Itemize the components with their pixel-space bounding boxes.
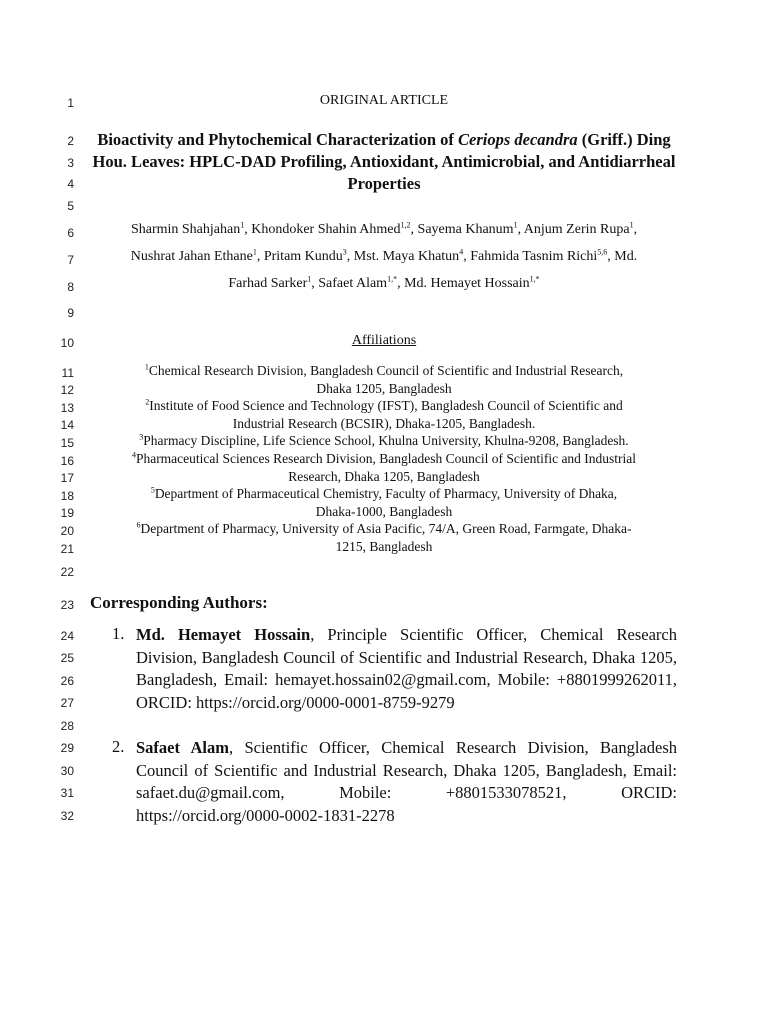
line-number: 19 bbox=[60, 506, 74, 520]
title-species: Ceriops decandra bbox=[458, 130, 578, 149]
line-number: 22 bbox=[60, 565, 74, 579]
authors-line-3: Farhad Sarker$^1$, Safaet Alam$^{1,*}$, Md. Hemayet Hossain$^{1,*}$ bbox=[228, 274, 540, 291]
corresponding-name: Md. Hemayet Hossain bbox=[136, 625, 311, 644]
line-number: 25 bbox=[60, 651, 74, 665]
line-number: 13 bbox=[60, 401, 74, 415]
line-number: 20 bbox=[60, 524, 74, 538]
line-number: 1 bbox=[67, 96, 74, 110]
affiliation-text: Institute of Food Science and Technology (IFST), Bangladesh Council of Scientific and bbox=[149, 398, 623, 413]
author-name: Fahmida Tasnim Richi bbox=[470, 249, 598, 264]
affiliation-text: Industrial Research (BCSIR), Dhaka-1205, Bangladesh. bbox=[232, 415, 536, 431]
author-affil: 1 bbox=[513, 220, 518, 230]
corresponding-author-1 bbox=[136, 624, 677, 714]
author-affil: 5,6 bbox=[597, 247, 608, 257]
line-number: 14 bbox=[60, 418, 74, 432]
author-affil: 4 bbox=[459, 247, 464, 257]
line-number: 18 bbox=[60, 489, 74, 503]
author-affil: 1 bbox=[240, 220, 245, 230]
author-name: Safaet Alam bbox=[318, 276, 388, 291]
affiliation-text: Research, Dhaka 1205, Bangladesh bbox=[288, 468, 480, 484]
line-number: 17 bbox=[60, 471, 74, 485]
author-name: Mst. Maya Khatun bbox=[353, 249, 460, 264]
affiliation-5 bbox=[90, 485, 678, 520]
affiliation-text: Department of Pharmacy, University of Asia Pacific, 74/A, Green Road, Farmgate, Dhaka- bbox=[140, 521, 632, 536]
affiliations-heading: Affiliations bbox=[351, 333, 417, 348]
title-part-1: Bioactivity and Phytochemical Characterization of bbox=[97, 130, 458, 149]
line-number: 5 bbox=[67, 199, 74, 213]
author-affil: 3 bbox=[342, 247, 347, 257]
affiliation-text: Chemical Research Division, Bangladesh Council of Scientific and Industrial Research, bbox=[148, 363, 624, 378]
line-number: 8 bbox=[67, 280, 74, 294]
affiliation-text: Pharmaceutical Sciences Research Division, Bangladesh Council of Scientific and Industrial bbox=[135, 451, 637, 466]
affiliation-text: Dhaka-1000, Bangladesh bbox=[315, 503, 453, 519]
line-number: 31 bbox=[60, 786, 74, 800]
author-affil: 1 bbox=[629, 220, 634, 230]
line-number: 16 bbox=[60, 454, 74, 468]
author-name: Pritam Kundu bbox=[263, 249, 343, 264]
list-number: 2. bbox=[112, 737, 125, 756]
authors-line-1: Sharmin Shahjahan$^1$, Khondoker Shahin Ahmed$^{1,2}$, Sayema Khanum$^1$, Anjum Zerin Rupa$^1$, bbox=[130, 220, 638, 237]
affiliation-2 bbox=[90, 397, 678, 432]
corresponding-name: Safaet Alam bbox=[136, 738, 229, 757]
corresponding-details: , Scientific Officer, Chemical Research Division, Bangladesh Council of Scientific and Industrial Research, Dhaka 1205, Bangladesh, Email: safaet.du@gmail.com, Mobile: +8801533078521, ORCID: https://orcid.org/0000-0002-1831-2278 bbox=[136, 738, 677, 825]
author-affil: 1,2 bbox=[400, 220, 411, 230]
line-number: 7 bbox=[67, 253, 74, 267]
corresponding-author-2 bbox=[136, 737, 677, 827]
corresponding-heading: Corresponding Authors: bbox=[90, 593, 268, 612]
line-number: 3 bbox=[67, 156, 74, 170]
affiliation-number: 2 bbox=[145, 397, 150, 407]
corresponding-details: , Principle Scientific Officer, Chemical Research Division, Bangladesh Council of Scientific and Industrial Research, Dhaka 1205, Bangladesh, Email: hemayet.hossain02@gmail.com, Mobile: +8801999262011, ORCID: https://orcid.org/0000-0001-8759-9279 bbox=[136, 625, 677, 712]
paper-title bbox=[90, 129, 678, 195]
affiliation-number: 1 bbox=[144, 362, 149, 372]
affiliation-text: Dhaka 1205, Bangladesh bbox=[316, 380, 452, 396]
affiliation-number: 4 bbox=[131, 450, 136, 460]
line-number: 11 bbox=[61, 366, 74, 380]
author-affil: 1,* bbox=[529, 274, 540, 284]
line-number: 29 bbox=[60, 741, 74, 755]
affiliation-1 bbox=[90, 362, 678, 397]
line-number: 24 bbox=[60, 629, 74, 643]
author-name: Khondoker Shahin Ahmed bbox=[251, 222, 401, 237]
line-number: 30 bbox=[60, 764, 74, 778]
authors-line-2: Nushrat Jahan Ethane$^1$, Pritam Kundu$^3$, Mst. Maya Khatun$^4$, Fahmida Tasnim Richi$^{5,6}$, Md. bbox=[130, 247, 638, 264]
affiliation-4 bbox=[90, 450, 678, 485]
author-name: Md. Hemayet Hossain bbox=[404, 276, 530, 291]
affiliation-number: 5 bbox=[150, 485, 155, 495]
list-number: 1. bbox=[112, 624, 125, 643]
line-number: 23 bbox=[60, 598, 74, 612]
line-number: 27 bbox=[60, 696, 74, 710]
affiliation-3 bbox=[90, 432, 678, 450]
author-name: Sayema Khanum bbox=[417, 222, 514, 237]
line-number: 26 bbox=[60, 674, 74, 688]
line-number: 21 bbox=[60, 542, 74, 556]
line-number: 28 bbox=[60, 719, 74, 733]
author-name: Nushrat Jahan Ethane bbox=[130, 249, 253, 264]
affiliation-number: 3 bbox=[139, 432, 144, 442]
line-number: 15 bbox=[60, 436, 74, 450]
author-name: Anjum Zerin Rupa bbox=[523, 222, 630, 237]
line-number: 4 bbox=[67, 177, 74, 191]
line-number: 2 bbox=[67, 134, 74, 148]
affiliation-text: Pharmacy Discipline, Life Science School, Khulna University, Khulna-9208, Bangladesh. bbox=[143, 433, 629, 448]
author-affil: 1 bbox=[252, 247, 257, 257]
line-number: 10 bbox=[60, 336, 74, 350]
line-number: 9 bbox=[67, 306, 74, 320]
line-number: 6 bbox=[67, 226, 74, 240]
affiliation-6 bbox=[90, 520, 678, 555]
affiliation-number: 6 bbox=[136, 520, 141, 530]
line-number: 32 bbox=[60, 809, 74, 823]
title-part-2: (Griff.) Ding Hou. Leaves: HPLC-DAD Profiling, Antioxidant, Antimicrobial, and Antidiarrheal Properties bbox=[92, 130, 676, 193]
article-type-label: ORIGINAL ARTICLE bbox=[319, 93, 449, 108]
author-affil: 1,* bbox=[387, 274, 398, 284]
line-number: 12 bbox=[60, 383, 74, 397]
author-affil: 1 bbox=[307, 274, 312, 284]
affiliation-text: 1215, Bangladesh bbox=[335, 538, 433, 554]
affiliation-text: Department of Pharmaceutical Chemistry, Faculty of Pharmacy, University of Dhaka, bbox=[154, 486, 618, 501]
author-name: Sharmin Shahjahan bbox=[130, 222, 241, 237]
